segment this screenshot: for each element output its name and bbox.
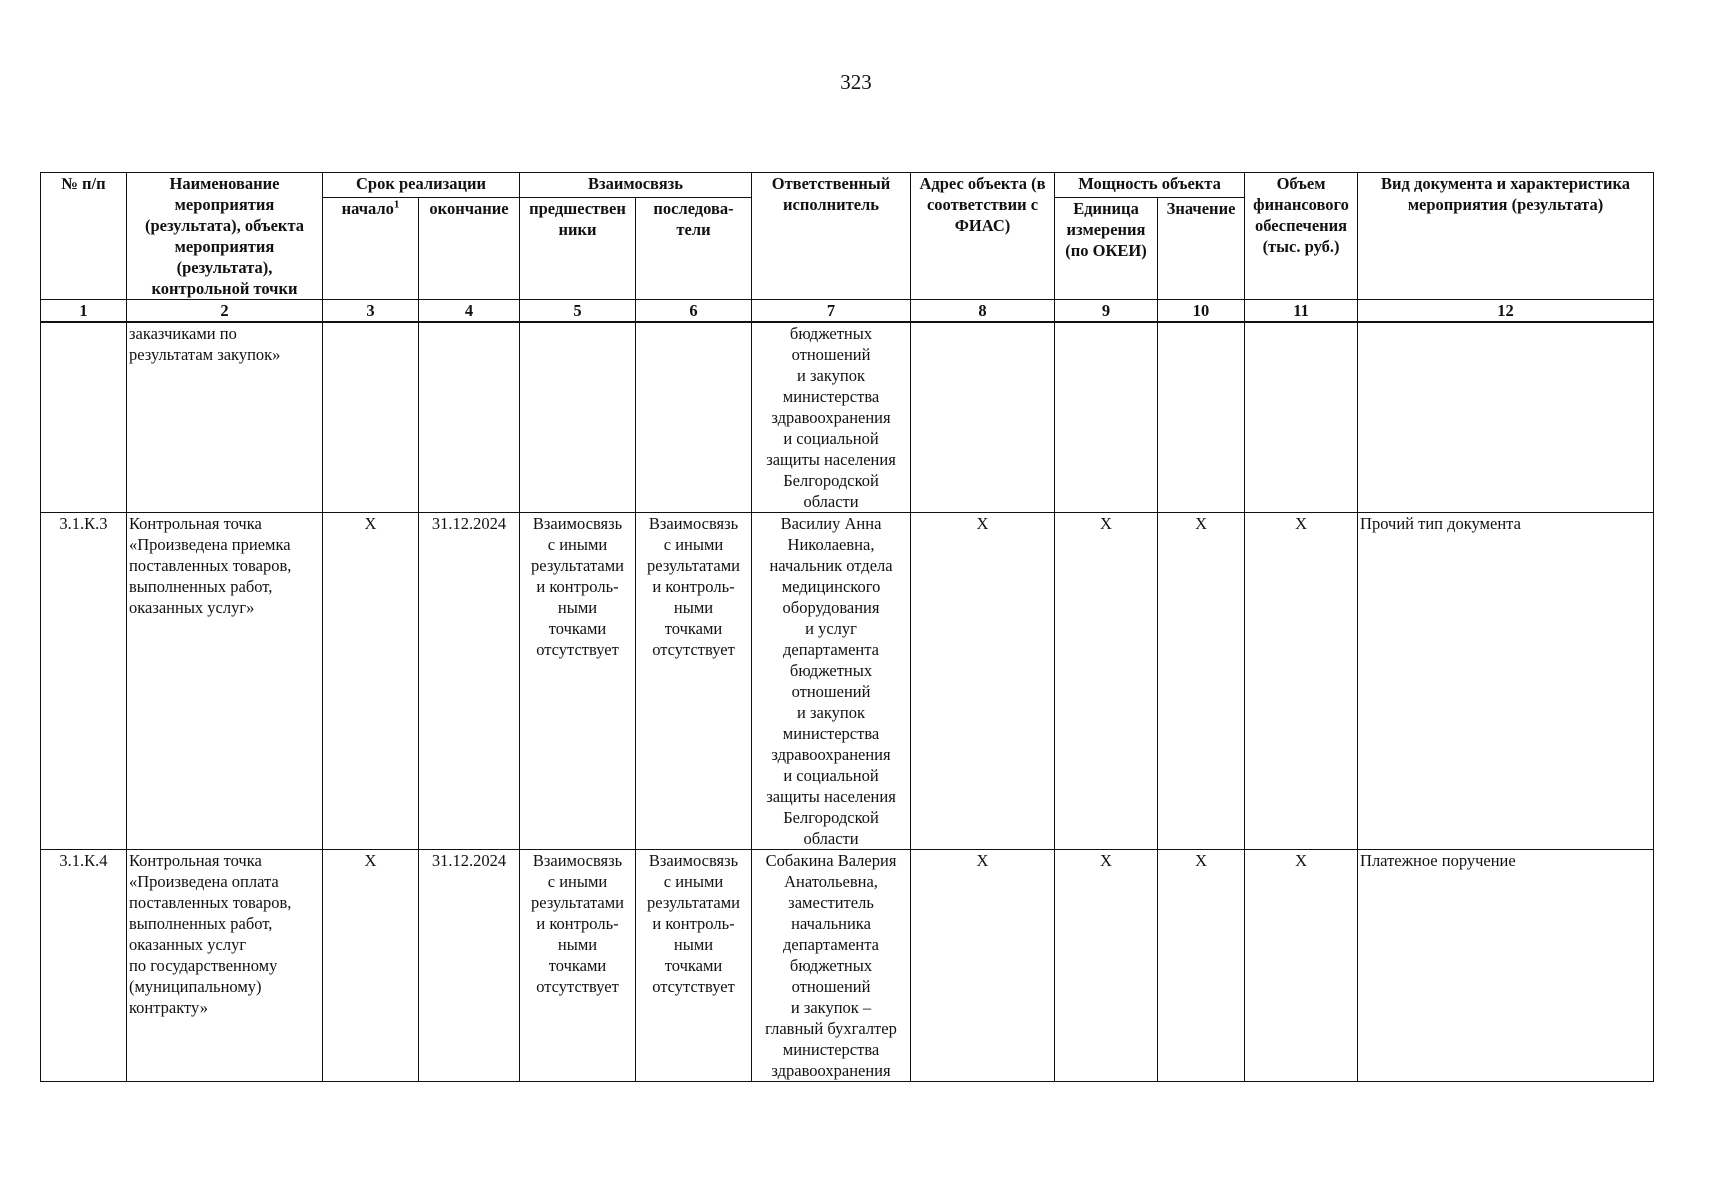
cell-name: Контрольная точка «Произведена приемка поставленных товаров, выполненных работ, оказанных услуг» (127, 513, 323, 850)
header-power-group: Мощность объекта (1055, 173, 1245, 198)
header-finance: Объем финансового обеспечения (тыс. руб.) (1245, 173, 1358, 300)
cell-start: X (323, 513, 419, 850)
header-start-label: начало (341, 199, 394, 218)
header-link-group: Взаимосвязь (520, 173, 752, 198)
cell-document: Прочий тип документа (1358, 513, 1654, 850)
cell-document (1358, 322, 1654, 513)
cell-finance: X (1245, 513, 1358, 850)
cell-name: заказчиками по результатам закупок» (127, 322, 323, 513)
header-unit: Единица измерения (по ОКЕИ) (1055, 198, 1158, 300)
cell-name: Контрольная точка «Произведена оплата поставленных товаров, выполненных работ, оказанных услуг по государственному (муниципальному) контракту» (127, 850, 323, 1082)
cell-unit (1055, 322, 1158, 513)
cell-start: X (323, 850, 419, 1082)
header-predecessors: предшествен ники (520, 198, 636, 300)
cell-num (41, 322, 127, 513)
column-number: 2 (127, 300, 323, 323)
column-number: 9 (1055, 300, 1158, 323)
footnote-marker: 1 (393, 198, 400, 211)
column-numbers-row (41, 300, 1654, 323)
cell-address: X (911, 513, 1055, 850)
cell-finance (1245, 322, 1358, 513)
header-responsible: Ответственный исполнитель (752, 173, 911, 300)
cell-address: X (911, 850, 1055, 1082)
cell-end: 31.12.2024 (419, 513, 520, 850)
cell-predecessors: Взаимосвязь с иными результатами и контроль- ными точками отсутствует (520, 513, 636, 850)
plan-table (40, 172, 1654, 1082)
column-number: 5 (520, 300, 636, 323)
cell-value: X (1158, 850, 1245, 1082)
table-row (41, 513, 1654, 850)
cell-value: X (1158, 513, 1245, 850)
cell-unit: X (1055, 513, 1158, 850)
cell-document: Платежное поручение (1358, 850, 1654, 1082)
column-number: 6 (636, 300, 752, 323)
cell-num: 3.1.К.4 (41, 850, 127, 1082)
column-number: 7 (752, 300, 911, 323)
cell-value (1158, 322, 1245, 513)
column-number: 4 (419, 300, 520, 323)
table-row (41, 322, 1654, 513)
cell-responsible: Собакина Валерия Анатольевна, заместитель начальника департамента бюджетных отношений и закупок – главный бухгалтер министерства здравоохранения (752, 850, 911, 1082)
header-end: окончание (419, 198, 520, 300)
header-successors: последова- тели (636, 198, 752, 300)
cell-predecessors: Взаимосвязь с иными результатами и контроль- ными точками отсутствует (520, 850, 636, 1082)
header-start (323, 198, 419, 300)
header-num: № п/п (41, 173, 127, 300)
cell-end: 31.12.2024 (419, 850, 520, 1082)
column-number: 10 (1158, 300, 1245, 323)
header-document: Вид документа и характеристика мероприятия (результата) (1358, 173, 1654, 300)
page-number: 323 (840, 70, 872, 94)
column-number: 3 (323, 300, 419, 323)
cell-address (911, 322, 1055, 513)
column-number: 8 (911, 300, 1055, 323)
header-term-group: Срок реализации (323, 173, 520, 198)
cell-successors (636, 322, 752, 513)
column-number: 11 (1245, 300, 1358, 323)
cell-unit: X (1055, 850, 1158, 1082)
table-row (41, 850, 1654, 1082)
column-number: 1 (41, 300, 127, 323)
header-row-1 (41, 173, 1654, 198)
cell-num: 3.1.К.3 (41, 513, 127, 850)
column-number: 12 (1358, 300, 1654, 323)
cell-successors: Взаимосвязь с иными результатами и контроль- ными точками отсутствует (636, 513, 752, 850)
header-value: Значение (1158, 198, 1245, 300)
cell-responsible: бюджетных отношений и закупок министерства здравоохранения и социальной защиты населения Белгородской области (752, 322, 911, 513)
cell-end (419, 322, 520, 513)
header-address: Адрес объекта (в соответствии с ФИАС) (911, 173, 1055, 300)
cell-responsible: Василиу Анна Николаевна, начальник отдела медицинского оборудования и услуг департамента бюджетных отношений и закупок министерства здравоохранения и социальной защиты населения Белгородской области (752, 513, 911, 850)
header-name: Наименование мероприятия (результата), объекта мероприятия (результата), контрольной точки (127, 173, 323, 300)
cell-predecessors (520, 322, 636, 513)
cell-finance: X (1245, 850, 1358, 1082)
cell-start (323, 322, 419, 513)
cell-successors: Взаимосвязь с иными результатами и контроль- ными точками отсутствует (636, 850, 752, 1082)
